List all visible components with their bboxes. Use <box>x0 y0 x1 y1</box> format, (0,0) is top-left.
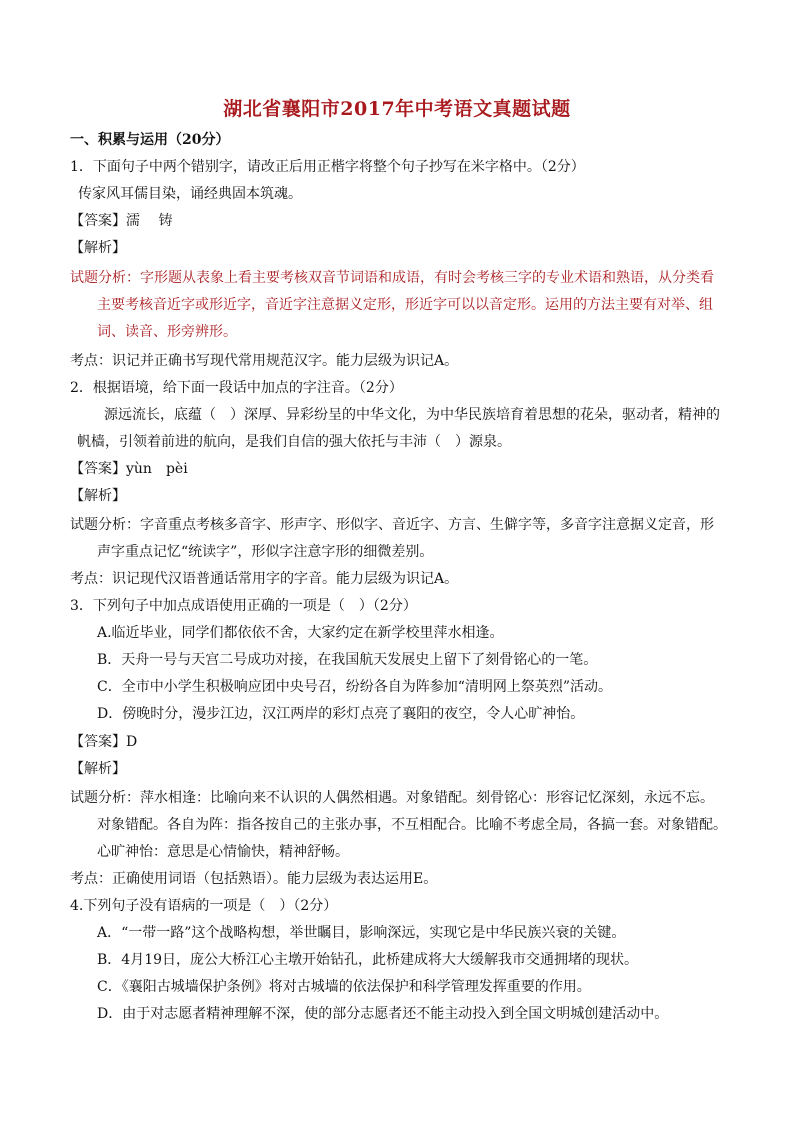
q4-prompt: 4.下列句子没有语病的一项是（ ）（2分） <box>70 898 338 914</box>
q3-point: 考点：正确使用词语（包括熟语）。能力层级为表达运用E。 <box>70 871 438 887</box>
q2-analysis-label: 【解析】 <box>70 488 126 504</box>
q3-answer: 【答案】D <box>70 734 138 750</box>
q2-passage-line: 帆樯，引领着前进的航向，是我们自信的强大依托与丰沛（ ）源泉。 <box>77 434 511 450</box>
q4-option-d: D．由于对志愿者精神理解不深，使的部分志愿者还不能主动投入到全国文明城创建活动中。 <box>97 1006 669 1022</box>
q3-analysis-line: 心旷神怡：意思是心情愉快，精神舒畅。 <box>97 844 349 860</box>
q3-option-d: D．傍晚时分，漫步江边，汉江两岸的彩灯点亮了襄阳的夜空，令人心旷神怡。 <box>97 706 585 722</box>
q3-option-c: C．全市中小学生积极响应团中央号召，纷纷各自为阵参加“清明网上祭英烈”活动。 <box>97 679 613 695</box>
q1-analysis-label: 【解析】 <box>70 240 126 256</box>
q4-option-c: C．《襄阳古城墙保护条例》将对古城墙的依法保护和科学管理发挥重要的作用。 <box>97 979 591 995</box>
q2-point: 考点：识记现代汉语普通话常用字的字音。能力层级为识记A。 <box>70 571 459 587</box>
section-heading: 一、积累与运用（20分） <box>70 132 230 148</box>
q3-option-b: B．天舟一号与天宫二号成功对接，在我国航天发展史上留下了刻骨铭心的一笔。 <box>97 652 598 668</box>
q2-analysis-line: 试题分析：字音重点考核多音字、形声字、形似字、音近字、方言、生僻字等，多音字注意据义定音，形 <box>70 517 714 533</box>
q1-prompt: 1．下面句子中两个错别字，请改正后用正楷字将整个句子抄写在米字格中。（2分） <box>70 159 585 175</box>
q2-prompt: 2．根据语境，给下面一段话中加点的字注音。（2分） <box>70 380 403 396</box>
q1-analysis-line: 词、读音、形旁辨形。 <box>97 324 237 340</box>
q1-analysis-line: 试题分析：字形题从表象上看主要考核双音节词语和成语，有时会考核三字的专业术语和熟语，从分类看 <box>70 270 714 286</box>
q1-answer: 【答案】濡 铸 <box>70 213 173 229</box>
q2-answer: 【答案】yùn pèi <box>70 461 188 477</box>
q3-option-a: A.临近毕业，同学们都依依不舍，大家约定在新学校里萍水相逢。 <box>97 625 504 641</box>
q2-analysis-line: 声字重点记忆“统读字”，形似字注意字形的细微差别。 <box>97 544 434 560</box>
q2-passage-line: 源远流长，底蕴（ ）深厚、异彩纷呈的中华文化，为中华民族培育着思想的花朵，驱动者，精神的 <box>104 407 720 423</box>
q4-option-a: A．“一带一路”这个战略构想，举世瞩目，影响深远，实现它是中华民族兴衰的关键。 <box>97 925 626 941</box>
q4-option-b: B．4月19日，庞公大桥江心主墩开始钻孔，此桥建成将大大缓解我市交通拥堵的现状。 <box>97 952 639 968</box>
q3-analysis-line: 试题分析：萍水相逢：比喻向来不认识的人偶然相遇。对象错配。刻骨铭心：形容记忆深刻，永远不忘。 <box>70 790 714 806</box>
q1-sentence: 传家风耳儒目染，诵经典固本筑魂。 <box>78 186 302 202</box>
q3-analysis-label: 【解析】 <box>70 761 126 777</box>
q1-point: 考点：识记并正确书写现代常用规范汉字。能力层级为识记A。 <box>70 353 459 369</box>
q3-analysis-line: 对象错配。各自为阵：指各按自己的主张办事，不互相配合。比喻不考虑全局，各搞一套。对象错配。 <box>97 817 727 833</box>
q3-prompt: 3．下列句子中加点成语使用正确的一项是（ ）（2分） <box>70 598 417 614</box>
q1-analysis-line: 主要考核音近字或形近字，音近字注意据义定形，形近字可以以音定形。运用的方法主要有对举、组 <box>97 297 713 313</box>
page-title: 湖北省襄阳市2017年中考语文真题试题 <box>223 98 571 120</box>
